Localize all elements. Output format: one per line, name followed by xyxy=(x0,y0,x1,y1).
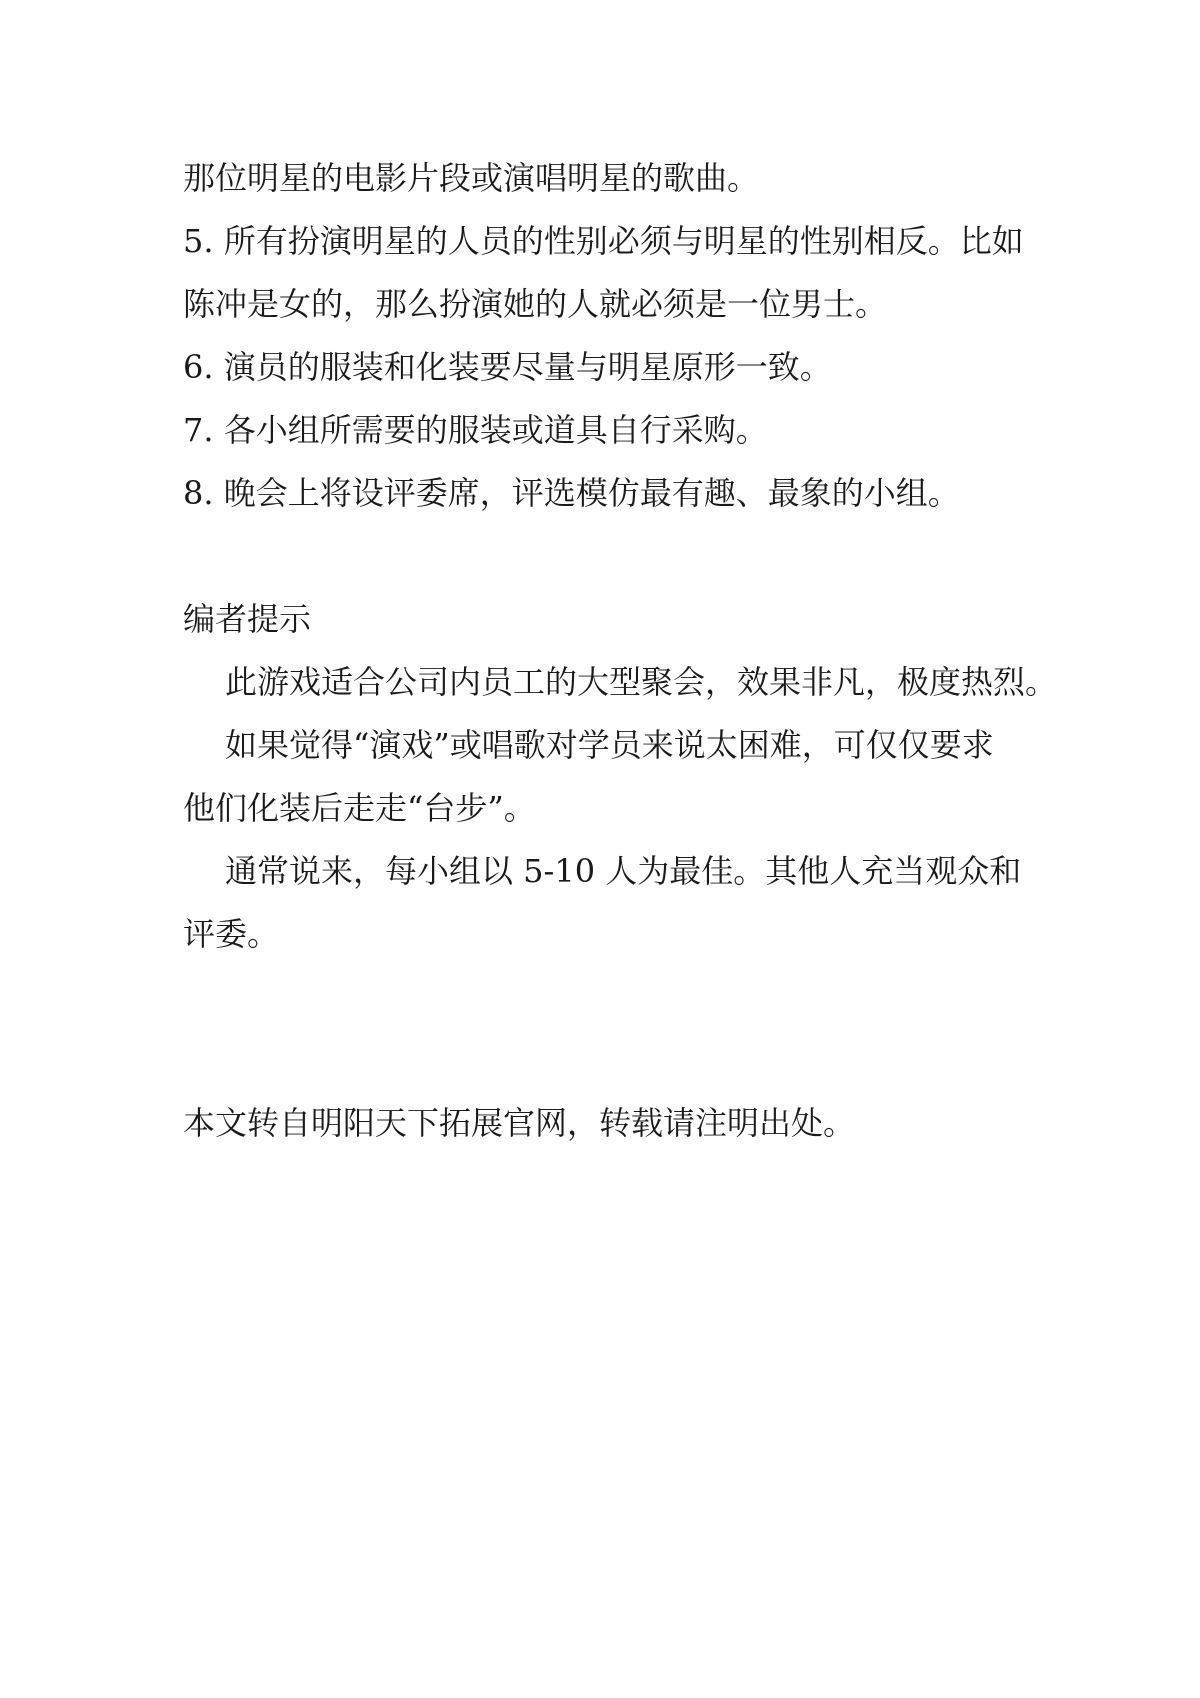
rule-7: 7. 各小组所需要的服装或道具自行采购。 xyxy=(183,411,768,449)
source-notice: 本文转自明阳天下拓展官网，转载请注明出处。 xyxy=(183,1104,856,1142)
editor-note-para-2-line-1: 如果觉得“演戏”或唱歌对学员来说太困难，可仅仅要求 xyxy=(225,726,994,764)
rule-8: 8. 晚会上将设评委席，评选模仿最有趣、最象的小组。 xyxy=(183,474,960,512)
editor-note-heading: 编者提示 xyxy=(183,600,312,638)
rule-5-line-2: 陈冲是女的，那么扮演她的人就必须是一位男士。 xyxy=(183,285,888,323)
editor-note-para-3-line-1: 通常说来，每小组以 5-10 人为最佳。其他人充当观众和 xyxy=(225,852,1022,890)
editor-note-para-2-line-2: 他们化装后走走“台步”。 xyxy=(183,789,536,827)
body-line-continuation: 那位明星的电影片段或演唱明星的歌曲。 xyxy=(183,159,760,197)
editor-note-para-3-line-2: 评委。 xyxy=(183,915,280,953)
rule-6: 6. 演员的服装和化装要尽量与明星原形一致。 xyxy=(183,348,832,386)
rule-5-line-1: 5. 所有扮演明星的人员的性别必须与明星的性别相反。比如 xyxy=(183,222,1024,260)
editor-note-para-1: 此游戏适合公司内员工的大型聚会，效果非凡，极度热烈。 xyxy=(225,663,1058,701)
